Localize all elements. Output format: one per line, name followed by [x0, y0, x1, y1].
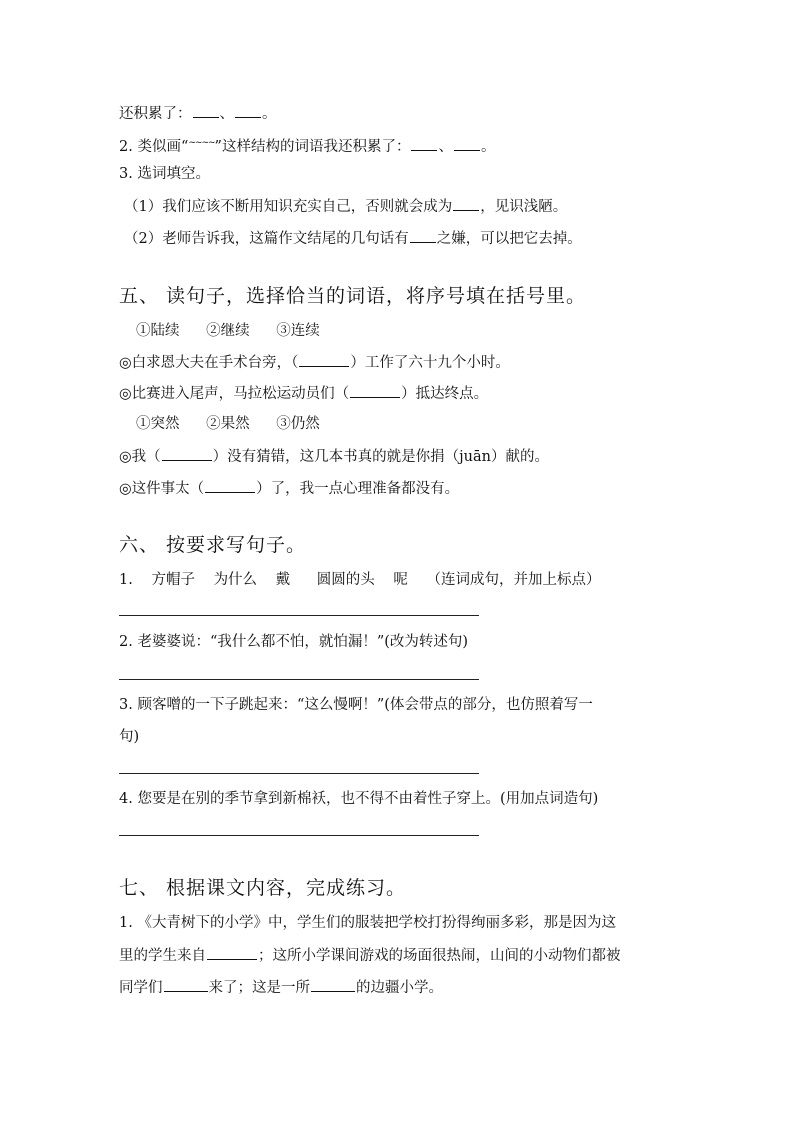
- answer-line[interactable]: [119, 615, 479, 616]
- q3-2-line: （2）老师告诉我，这篇作文结尾的几句话有 之嫌，可以把它去掉。: [124, 228, 582, 249]
- answer-line[interactable]: [119, 679, 479, 680]
- word: 呢: [393, 572, 408, 588]
- section6-q3-line1: 3. 顾客噌的一下子跳起来：“这么慢啊！”(体会带点的部分，也仿照着写一: [119, 697, 593, 713]
- section6-q1: 1. 方帽子 为什么 戴 圆圆的头 呢 （连词成句，并加上标点）: [119, 572, 601, 588]
- blank[interactable]: [410, 228, 436, 243]
- sentence-2: ◎比赛进入尾声，马拉松运动员们（ ）抵达终点。: [119, 383, 488, 404]
- section6-title: 六、 按要求写句子。: [119, 534, 307, 556]
- option: ①陆续: [136, 323, 180, 339]
- word: 方帽子: [151, 572, 195, 588]
- option: ②果然: [206, 416, 250, 432]
- answer-line[interactable]: [119, 773, 479, 774]
- answer-blank[interactable]: [205, 478, 255, 493]
- word: 戴: [275, 572, 291, 588]
- answer-blank[interactable]: [299, 352, 349, 367]
- answer-line[interactable]: [119, 835, 479, 836]
- q3-1-line: （1）我们应该不断用知识充实自己，否则就会成为 ，见识浅陋。: [124, 196, 567, 217]
- word: 圆圆的头: [316, 572, 375, 588]
- option: ②继续: [206, 323, 250, 339]
- word: 为什么: [213, 572, 258, 588]
- option: ③连续: [276, 323, 320, 339]
- wavy-line-mark: ~~~~: [188, 138, 215, 148]
- option: ③仍然: [276, 416, 320, 432]
- blank[interactable]: [311, 977, 355, 992]
- section5-title: 五、 读句子，选择恰当的词语，将序号填在括号里。: [119, 285, 587, 307]
- q2-line: 2. 类似画“~~~~”这样结构的词语我还积累了： 、 。: [119, 133, 495, 157]
- blank[interactable]: [411, 136, 437, 151]
- section7-line3: 同学们 来了；这是一所 的边疆小学。: [119, 977, 443, 998]
- blank[interactable]: [453, 196, 479, 211]
- section7-title: 七、 根据课文内容，完成练习。: [119, 877, 407, 899]
- answer-blank[interactable]: [162, 446, 212, 461]
- options-row-1: [136, 321, 320, 341]
- section6-q2: 2. 老婆婆说：“我什么都不怕，就怕漏！”(改为转述句): [119, 634, 469, 650]
- section6-q4: 4. 您要是在别的季节拿到新棉袄，也不得不由着性子穿上。(用加点词造句): [119, 791, 599, 807]
- blank[interactable]: [193, 103, 219, 118]
- section6-q3-line2: 句): [119, 729, 140, 745]
- sentence-1: ◎白求恩大夫在手术台旁，（ ）工作了六十九个小时。: [119, 352, 510, 373]
- options-row-2: [136, 414, 320, 434]
- sentence-3: ◎我（ ）没有猜错，这几本书真的就是你捐（juān）献的。: [119, 446, 549, 467]
- option: ①突然: [136, 416, 180, 432]
- blank[interactable]: [454, 136, 480, 151]
- q3-title: 3. 选词填空。: [119, 166, 210, 182]
- section7-line2: 里的学生来自 ；这所小学课间游戏的场面很热闹，山间的小动物们都被: [119, 945, 621, 966]
- q1-continuation: 还积累了： 、 。: [119, 103, 277, 124]
- answer-blank[interactable]: [350, 383, 400, 398]
- blank[interactable]: [235, 103, 261, 118]
- section7-line1: 1. 《大青树下的小学》中，学生们的服装把学校打扮得绚丽多彩，那是因为这: [119, 915, 616, 931]
- blank[interactable]: [207, 945, 257, 960]
- blank[interactable]: [164, 977, 208, 992]
- sentence-4: ◎这件事太（ ）了，我一点心理准备都没有。: [119, 478, 459, 499]
